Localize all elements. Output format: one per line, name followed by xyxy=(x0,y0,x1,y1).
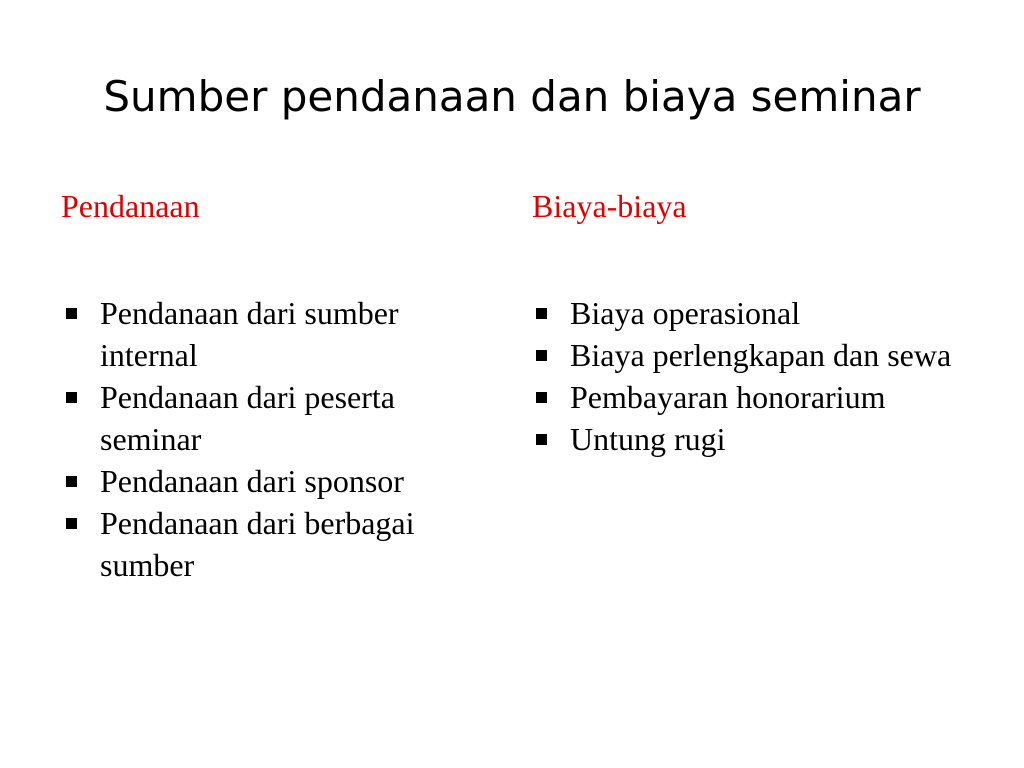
list-item xyxy=(533,334,953,376)
list-item xyxy=(533,376,953,418)
list-item xyxy=(533,292,953,334)
square-bullet-icon xyxy=(536,434,547,445)
funding-sources-list xyxy=(63,292,473,586)
list-item xyxy=(63,292,473,376)
square-bullet-icon xyxy=(536,392,547,403)
list-item xyxy=(63,376,473,460)
left-column-heading: Pendanaan xyxy=(61,188,200,224)
square-bullet-icon xyxy=(66,476,77,487)
list-item-label: Pendanaan dari peserta seminar xyxy=(100,379,395,457)
list-item-label: Pendanaan dari berbagai sumber xyxy=(100,505,415,583)
square-bullet-icon xyxy=(66,518,77,529)
square-bullet-icon xyxy=(536,308,547,319)
square-bullet-icon xyxy=(66,392,77,403)
list-item xyxy=(63,502,473,586)
list-item xyxy=(533,418,953,460)
list-item-label: Biaya operasional xyxy=(570,295,801,331)
costs-list xyxy=(533,292,953,460)
right-column-heading: Biaya-biaya xyxy=(532,188,687,224)
square-bullet-icon xyxy=(66,308,77,319)
list-item-label: Pendanaan dari sponsor xyxy=(100,463,404,499)
slide-title: Sumber pendanaan dan biaya seminar xyxy=(103,72,921,121)
square-bullet-icon xyxy=(536,350,547,361)
list-item-label: Biaya perlengkapan dan sewa xyxy=(570,337,952,373)
list-item-label: Pendanaan dari sumber internal xyxy=(100,295,399,373)
list-item-label: Pembayaran honorarium xyxy=(570,379,886,415)
list-item-label: Untung rugi xyxy=(570,421,726,457)
list-item xyxy=(63,460,473,502)
